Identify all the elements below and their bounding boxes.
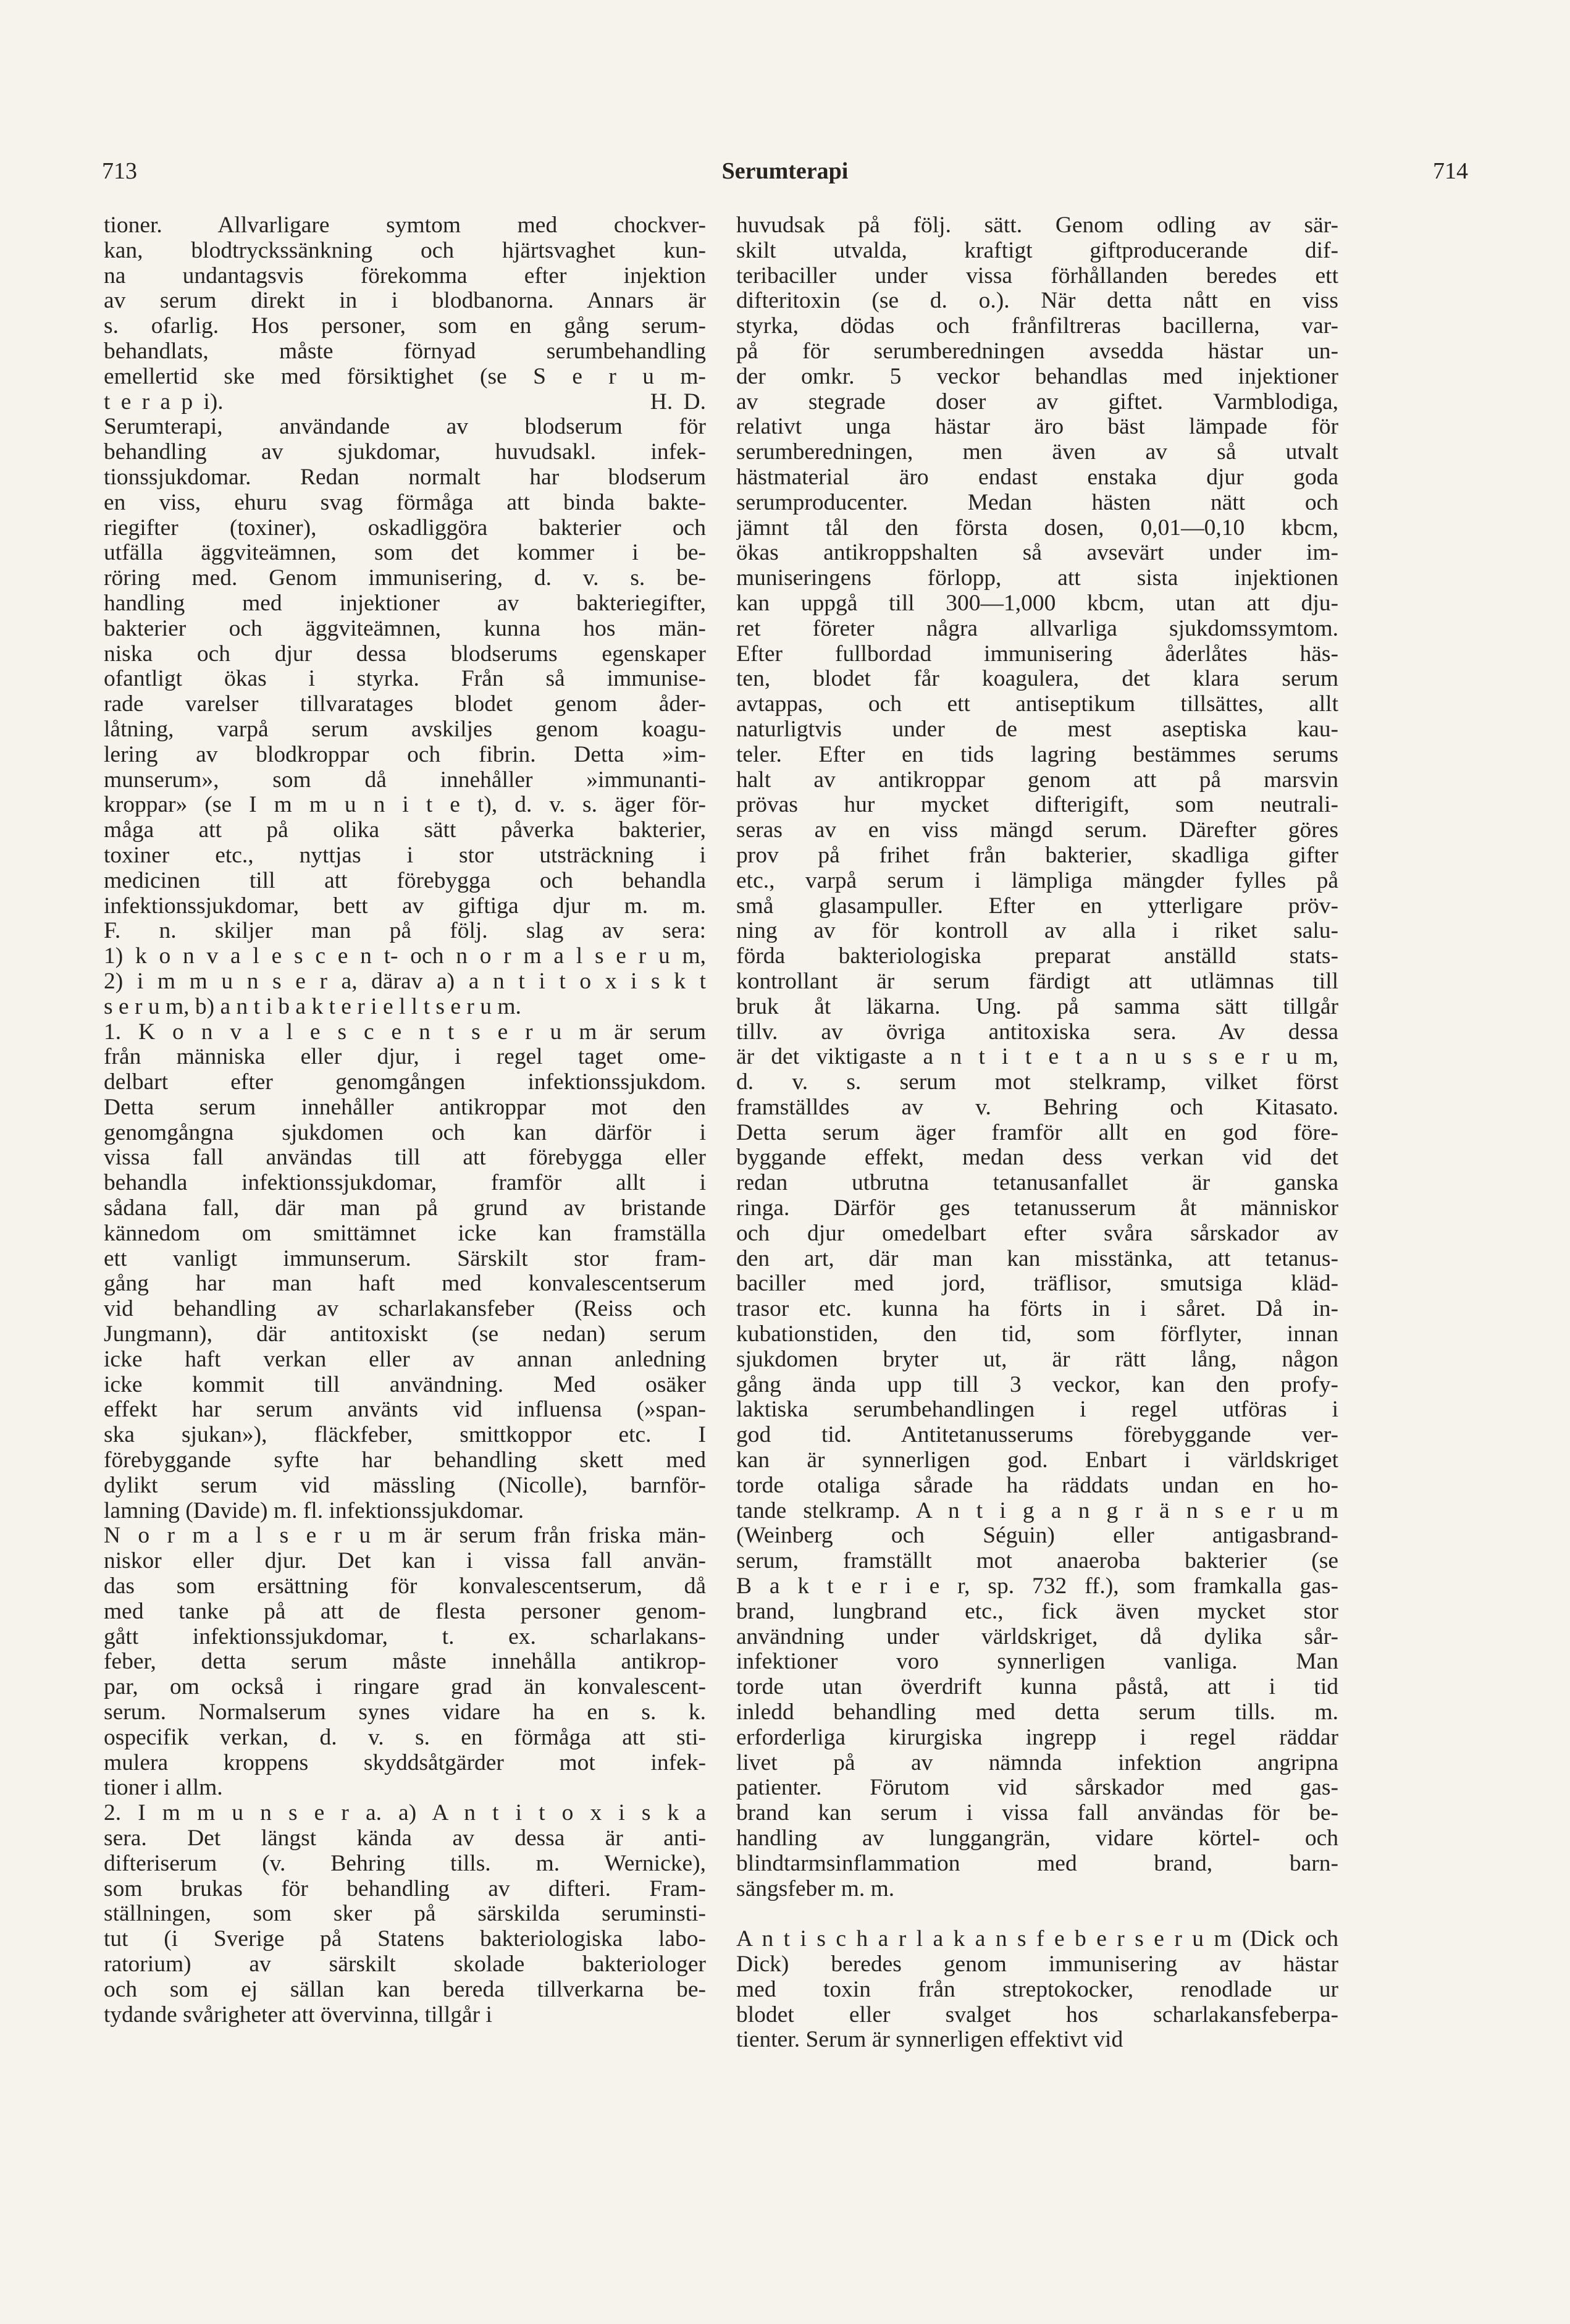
text-line: avtappas, och ett antiseptikum tillsättes, allt [736,691,1338,717]
text-line: feber, detta serum måste innehålla antikrop- [104,1649,706,1675]
text-line: bruk åt läkarna. Ung. på samma sätt tillgår [736,993,1338,1019]
text-line: s e r u m, b) a n t i b a k t e r i e l l t s e r u m. [104,993,521,1019]
text-line: tydande svårigheter att övervinna, tillgår i [104,2002,492,2027]
text-line: halt av antikroppar genom att på marsvin [736,767,1338,793]
text-line: seras av en viss mängd serum. Därefter göres [736,817,1338,843]
text-line: genomgångna sjukdomen och kan därför i [104,1119,706,1145]
text-line: ospecifik verkan, d. v. s. en förmåga att sti- [104,1724,706,1750]
text-line: erforderliga kirurgiska ingrepp i regel räddar [736,1724,1338,1750]
text-line: blindtarmsinflammation med brand, barn- [736,1850,1338,1876]
text-line: brand kan serum i vissa fall användas för be- [736,1800,1338,1826]
text-line: ret företer några allvarliga sjukdomssymtom. [736,615,1338,641]
text-line: kan, blodtryckssänkning och hjärtsvaghet kun- [104,237,706,263]
text-line: sera. Det längst kända av dessa är anti- [104,1825,706,1851]
text-line: muniseringens förlopp, att sista injektionen [736,565,1338,591]
text-line: infektioner voro synnerligen vanliga. Man [736,1649,1338,1675]
text-line: Jungmann), där antitoxiskt (se nedan) serum [104,1321,706,1347]
text-line: tionssjukdomar. Redan normalt har blodserum [104,464,706,490]
text-line: handling med injektioner av bakteriegifter, [104,590,706,616]
text-line: gång ända upp till 3 veckor, kan den profy- [736,1371,1338,1397]
page-number-right: 714 [1433,158,1468,184]
text-line: låtning, varpå serum avskiljes genom koagu- [104,716,706,742]
text-line: ett vanligt immunserum. Särskilt stor fram- [104,1245,706,1271]
text-line: etc., varpå serum i lämpliga mängder fylles på [736,867,1338,893]
text-line: icke kommit till användning. Med osäker [104,1371,706,1397]
text-line: ten, blodet får koagulera, det klara serum [736,666,1338,692]
text-line: ställningen, som sker på särskilda seruminsti- [104,1901,706,1927]
text-line: inledd behandling med detta serum tills. m. [736,1699,1338,1725]
text-line: skilt utvalda, kraftigt giftproducerande dif- [736,237,1338,263]
text-line: lering av blodkroppar och fibrin. Detta »im- [104,741,706,767]
text-line: rade varelser tillvaratages blodet genom åder- [104,691,706,717]
text-line: styrka, dödas och frånfiltreras bacillerna, var- [736,313,1338,339]
text-line: relativt unga hästar äro bäst lämpade för [736,414,1338,440]
text-line: B a k t e r i e r, sp. 732 ff.), som framkalla gas- [736,1573,1338,1599]
text-line: na undantagsvis förekomma efter injektion [104,263,706,288]
text-line: jämnt tål den första dosen, 0,01—0,10 kbcm, [736,515,1338,541]
text-line: behandling av sjukdomar, huvudsakl. infek- [104,439,706,465]
text-line: baciller med jord, träflisor, smutsiga kläd- [736,1271,1338,1297]
text-line: laktiska serumbehandlingen i regel utföras i [736,1397,1338,1423]
running-title: Serumterapi [721,158,849,184]
right-text-column [736,213,1338,2270]
text-line: delbart efter genomgången infektionssjukdom. [104,1069,706,1095]
text-line: difteriserum (v. Behring tills. m. Wernicke), [104,1850,706,1876]
text-line: behandla infektionssjukdomar, framför allt i [104,1170,706,1196]
text-line: vissa fall användas till att förebygga eller [104,1145,706,1171]
text-line: A n t i s c h a r l a k a n s f e b e r s e r u m (Dick och [736,1926,1338,1952]
text-line: F. n. skiljer man på följ. slag av sera: [104,918,706,944]
text-line: sängsfeber m. m. [736,1876,895,1901]
text-line: handling av lunggangrän, vidare körtel- och [736,1825,1338,1851]
text-line: ringa. Därför ges tetanusserum åt människor [736,1195,1338,1221]
text-line: trasor etc. kunna ha förts in i såret. Då in- [736,1296,1338,1322]
text-line: kan uppgå till 300—1,000 kbcm, utan att dju- [736,590,1338,616]
text-line: munserum», som då innehåller »immunanti- [104,767,706,793]
text-line: das som ersättning för konvalescentserum, då [104,1573,706,1599]
text-line: icke haft verkan eller av annan anledning [104,1346,706,1372]
text-line: av serum direkt in i blodbanorna. Annars är [104,288,706,314]
text-line: från människa eller djur, i regel taget ome- [104,1044,706,1070]
text-line: mulera kroppens skyddsåtgärder mot infek- [104,1749,706,1775]
text-line: infektionssjukdomar, bett av giftiga djur m. m. [104,893,706,919]
text-line: Detta serum innehåller antikroppar mot den [104,1094,706,1120]
text-line: ökas antikroppshalten så avsevärt under im- [736,540,1338,566]
text-line: Serumterapi, användande av blodserum för [104,414,706,440]
left-text-column [104,213,706,2270]
text-line: huvudsak på följ. sätt. Genom odling av sär- [736,213,1338,238]
text-line: med tanke på att de flesta personer genom- [104,1598,706,1624]
text-line: 1) k o n v a l e s c e n t- och n o r m a l s e r u m, [104,943,706,969]
text-line: en viss, ehuru svag förmåga att binda bakte- [104,489,706,515]
text-line: förda bakteriologiska preparat anställd stats- [736,943,1338,969]
text-line: på för serumberedningen avsedda hästar un- [736,338,1338,364]
text-line: Dick) beredes genom immunisering av hästar [736,1951,1338,1977]
text-line: små glasampuller. Efter en ytterligare pröv- [736,893,1338,919]
text-line: måga att på olika sätt påverka bakterier, [104,817,706,843]
text-line: patienter. Förutom vid sårskador med gas- [736,1775,1338,1801]
text-line: som brukas för behandling av difteri. Fram- [104,1876,706,1901]
text-line: ska sjukan»), fläckfeber, smittkoppor etc. I [104,1422,706,1448]
text-line: naturligtvis under de mest aseptiska kau- [736,716,1338,742]
text-line: byggande effekt, medan dess verkan vid det [736,1145,1338,1171]
text-line: riegifter (toxiner), oskadliggöra bakterier och [104,515,706,541]
text-line: användning under världskriget, då dylika sår- [736,1623,1338,1649]
text-line: förebyggande syfte har behandling skett med [104,1447,706,1473]
page-header [102,158,1468,195]
text-line: tioner. Allvarligare symtom med chockver- [104,213,706,238]
text-line: sådana fall, där man på grund av bristande [104,1195,706,1221]
text-line: serumberedningen, men även av så utvalt [736,439,1338,465]
text-line: ratorium) av särskilt skolade bakteriologer [104,1951,706,1977]
text-line: av stegrade doser av giftet. Varmblodiga, [736,389,1338,415]
text-line: effekt har serum använts vid influensa (»span- [104,1397,706,1423]
text-line: lamning (Davide) m. fl. infektionssjukdomar. [104,1497,524,1523]
text-line: och djur omedelbart efter svåra sårskador av [736,1220,1338,1246]
text-line: serum. Normalserum synes vidare ha en s. k. [104,1699,706,1725]
text-line: s. ofarlig. Hos personer, som en gång serum- [104,313,706,339]
text-line: prov på frihet från bakterier, skadliga gifter [736,842,1338,868]
text-line: Detta serum äger framför allt en god före- [736,1119,1338,1145]
text-line: och som ej sällan kan bereda tillverkarna be- [104,1976,706,2002]
text-line [736,1901,1338,1927]
text-line: toxiner etc., nyttjas i stor utsträckning i [104,842,706,868]
text-line: t e r a p i). H. D. [104,389,706,415]
text-line: blodet eller svalget hos scharlakansfeberpa- [736,2002,1338,2027]
text-line: niskor eller djur. Det kan i vissa fall använ- [104,1548,706,1574]
text-line: difteritoxin (se d. o.). När detta nått en viss [736,288,1338,314]
text-line: par, om också i ringare grad än konvalescent- [104,1674,706,1700]
text-line: tienter. Serum är synnerligen effektivt vid [736,2027,1123,2053]
text-line: kan är synnerligen god. Enbart i världskriget [736,1447,1338,1473]
text-line: (Weinberg och Séguin) eller antigasbrand- [736,1523,1338,1549]
text-line: framställdes av v. Behring och Kitasato. [736,1094,1338,1120]
text-line: teribaciller under vissa förhållanden beredes ett [736,263,1338,288]
text-line: serum, framställt mot anaeroba bakterier (se [736,1548,1338,1574]
text-line: 2) i m m u n s e r a, därav a) a n t i t o x i s k t [104,968,706,994]
text-line: medicinen till att förebygga och behandla [104,867,706,893]
text-line: tande stelkramp. A n t i g a n g r ä n s e r u m [736,1497,1338,1523]
text-line: tut (i Sverige på Statens bakteriologiska labo- [104,1926,706,1952]
text-line: torde otaliga sårade ha räddats undan en ho- [736,1472,1338,1498]
text-line: prövas hur mycket difterigift, som neutrali- [736,792,1338,818]
text-line: livet på av nämnda infektion angripna [736,1749,1338,1775]
text-line: bakterier och äggviteämnen, kunna hos män- [104,615,706,641]
text-line: kännedom om smittämnet icke kan framställa [104,1220,706,1246]
text-line: redan utbrutna tetanusanfallet är ganska [736,1170,1338,1196]
text-line: 2. I m m u n s e r a. a) A n t i t o x i s k a [104,1800,706,1826]
text-line: röring med. Genom immunisering, d. v. s. be- [104,565,706,591]
text-line: behandlats, måste förnyad serumbehandling [104,338,706,364]
text-line: der omkr. 5 veckor behandlas med injektioner [736,363,1338,389]
text-line: ning av för kontroll av alla i riket salu- [736,918,1338,944]
text-line: den art, där man kan misstänka, att tetanus- [736,1245,1338,1271]
text-line: ofantligt ökas i styrka. Från så immunise- [104,666,706,692]
text-line: gång har man haft med konvalescentserum [104,1271,706,1297]
text-line: brand, lungbrand etc., fick även mycket stor [736,1598,1338,1624]
text-line: Efter fullbordad immunisering åderlåtes häs- [736,641,1338,667]
text-line: sjukdomen bryter ut, är rätt lång, någon [736,1346,1338,1372]
text-line: N o r m a l s e r u m är serum från friska män- [104,1523,706,1549]
text-line: tioner i allm. [104,1775,223,1801]
text-line: 1. K o n v a l e s c e n t s e r u m är serum [104,1019,706,1045]
text-line: d. v. s. serum mot stelkramp, vilket först [736,1069,1338,1095]
text-line: teler. Efter en tids lagring bestämmes serums [736,741,1338,767]
text-line: gått infektionssjukdomar, t. ex. scharlakans- [104,1623,706,1649]
text-line: tillv. av övriga antitoxiska sera. Av dessa [736,1019,1338,1045]
text-line: serumproducenter. Medan hästen nätt och [736,489,1338,515]
text-line: god tid. Antitetanusserums förebyggande ver- [736,1422,1338,1448]
text-line: vid behandling av scharlakansfeber (Reiss och [104,1296,706,1322]
text-line: är det viktigaste a n t i t e t a n u s s e r u m, [736,1044,1338,1070]
page-number-left: 713 [102,158,137,184]
text-line: kontrollant är serum färdigt att utlämnas till [736,968,1338,994]
text-line: kubationstiden, den tid, som förflyter, innan [736,1321,1338,1347]
text-line: emellertid ske med försiktighet (se S e r u m- [104,363,706,389]
text-line: kroppar» (se I m m u n i t e t), d. v. s. äger för- [104,792,706,818]
text-line: med toxin från streptokocker, renodlade ur [736,1976,1338,2002]
text-line: dylikt serum vid mässling (Nicolle), barnför- [104,1472,706,1498]
text-line: torde utan överdrift kunna påstå, att i tid [736,1674,1338,1700]
text-line: niska och djur dessa blodserums egenskaper [104,641,706,667]
text-line: utfälla äggviteämnen, som det kommer i be- [104,540,706,566]
text-line: hästmaterial äro endast enstaka djur goda [736,464,1338,490]
